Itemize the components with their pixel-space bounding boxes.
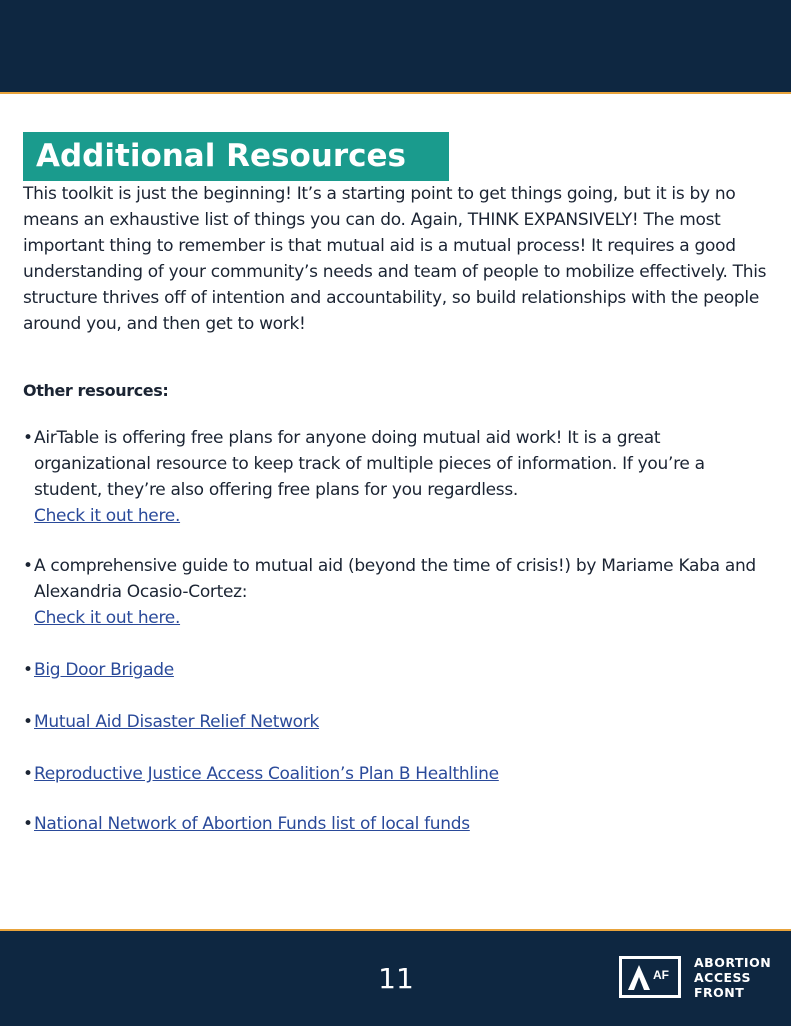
resource-text: AirTable is offering free plans for anyone doing mutual aid work! It is a great organizational resource to keep track of multiple pieces of information. If you’re a student, they’re also offering free plans for you regardless. xyxy=(34,428,705,500)
page-title: Additional Resources xyxy=(23,132,449,181)
mutual-aid-guide-link[interactable]: Check it out here. xyxy=(34,608,181,628)
resource-item-airtable xyxy=(23,425,771,529)
logo-mark-icon xyxy=(622,959,678,995)
resource-text: A comprehensive guide to mutual aid (beyond the time of crisis!) by Mariame Kaba and Alexandria Ocasio-Cortez: xyxy=(34,556,756,602)
resource-item-nnaf xyxy=(23,811,771,837)
bullet: • xyxy=(23,428,33,448)
bullet: • xyxy=(23,814,33,834)
intro-paragraph: This toolkit is just the beginning! It’s a starting point to get things going, but it is by no means an exhaustive list of things you can do. Again, THINK EXPANSIVELY! The most important thing to remember is that mutual aid is a mutual process! It requires a good understanding of your community’s needs and team of people to mobilize effectively. This structure thrives off of intention and accountability, so build relationships with the people around you, and then get to work! xyxy=(23,184,767,334)
bullet: • xyxy=(23,712,33,732)
logo-wordmark xyxy=(694,955,771,1000)
resource-item-mutual-aid-guide xyxy=(23,553,771,631)
bullet: • xyxy=(23,764,33,784)
header-band xyxy=(0,0,791,94)
footer-band xyxy=(0,929,791,1026)
bullet: • xyxy=(23,556,33,576)
abortion-funds-link[interactable]: National Network of Abortion Funds list of local funds xyxy=(34,814,470,834)
plan-b-healthline-link[interactable]: Reproductive Justice Access Coalition’s Plan B Healthline xyxy=(34,764,499,784)
bullet: • xyxy=(23,660,33,680)
resource-item-big-door-brigade xyxy=(23,657,771,683)
mutual-aid-disaster-relief-link[interactable]: Mutual Aid Disaster Relief Network xyxy=(34,712,320,732)
logo-mark-letters: AF xyxy=(653,968,669,982)
resource-item-madrn xyxy=(23,709,771,735)
big-door-brigade-link[interactable]: Big Door Brigade xyxy=(34,660,174,680)
logo-word: ACCESS xyxy=(694,970,752,985)
airtable-link[interactable]: Check it out here. xyxy=(34,506,181,526)
page-number: 11 xyxy=(378,962,414,995)
logo-word: FRONT xyxy=(694,985,745,1000)
logo-word: ABORTION xyxy=(694,955,772,970)
other-resources-heading: Other resources: xyxy=(23,381,169,400)
resource-item-rjac xyxy=(23,761,771,787)
abortion-access-front-logo-icon xyxy=(619,956,681,998)
